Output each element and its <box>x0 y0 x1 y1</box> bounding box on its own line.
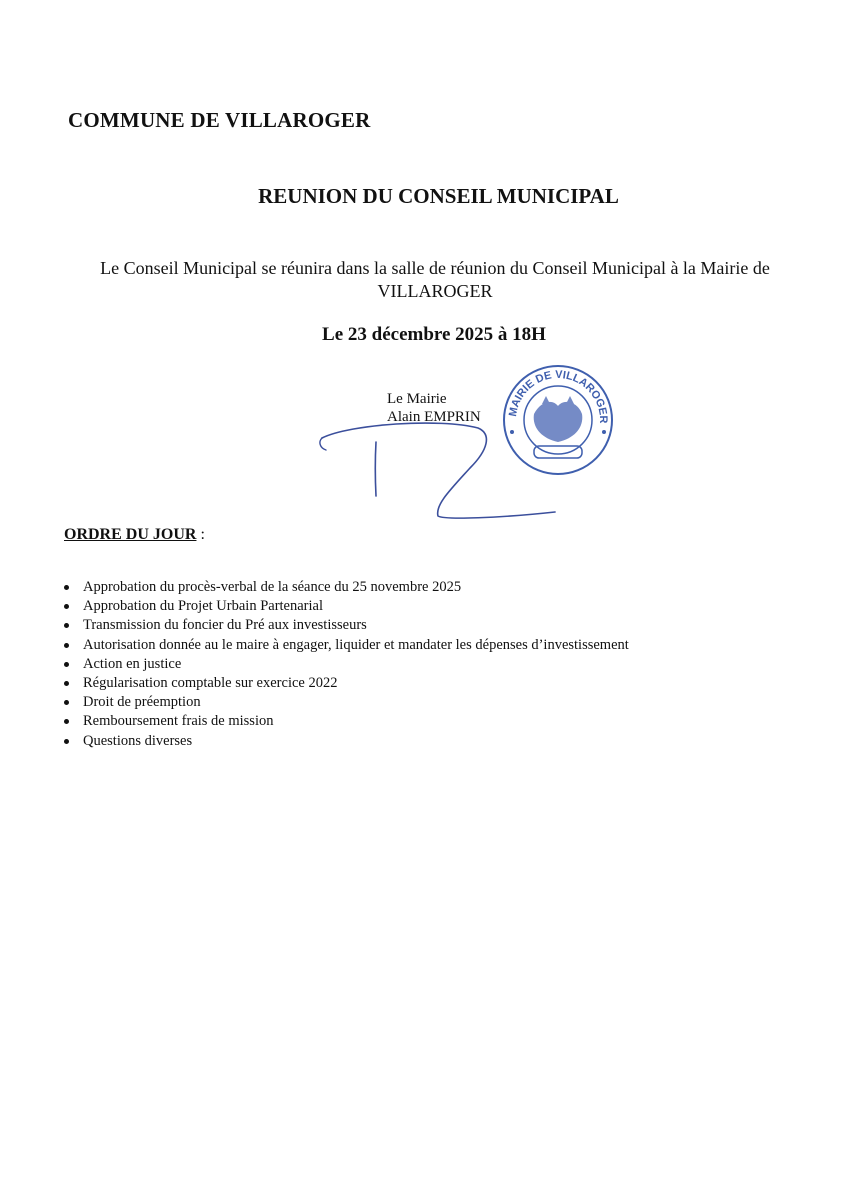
agenda-item-text: Remboursement frais de mission <box>83 713 274 730</box>
intro-line-2: VILLAROGER <box>377 281 493 301</box>
bullet-icon <box>64 681 69 686</box>
agenda-item <box>64 693 629 712</box>
agenda-item-text: Régularisation comptable sur exercice 2022 <box>83 675 338 692</box>
agenda-item <box>64 674 629 693</box>
agenda-item <box>64 578 629 597</box>
agenda-item <box>64 712 629 731</box>
meeting-title: REUNION DU CONSEIL MUNICIPAL <box>258 184 619 208</box>
bullet-icon <box>64 662 69 667</box>
agenda-item <box>64 732 629 751</box>
stamp-emblem <box>534 396 583 442</box>
agenda-item-text: Droit de préemption <box>83 694 201 711</box>
intro-line-1: Le Conseil Municipal se réunira dans la salle de réunion du Conseil Municipal à la Mairie de <box>100 258 770 278</box>
bullet-icon <box>64 700 69 705</box>
stamp-text: MAIRIE DE VILLAROGER <box>507 368 610 424</box>
bullet-icon <box>64 623 69 628</box>
agenda-title-suffix: : <box>196 526 205 543</box>
meeting-date: Le 23 décembre 2025 à 18H <box>322 324 546 345</box>
stamp-star-right <box>602 430 606 434</box>
agenda-item-text: Questions diverses <box>83 732 193 749</box>
bullet-icon <box>64 643 69 648</box>
signature-stroke-tick <box>320 438 326 450</box>
stamp-star-left <box>510 430 514 434</box>
agenda-item <box>64 597 629 616</box>
signatory-role: Le Mairie <box>387 391 447 407</box>
bullet-icon <box>64 739 69 744</box>
signatory-name: Alain EMPRIN <box>387 409 481 425</box>
commune-heading: COMMUNE DE VILLAROGER <box>68 108 371 132</box>
agenda-item-text: Approbation du Projet Urbain Partenarial <box>83 598 323 615</box>
agenda-list <box>64 578 629 751</box>
mairie-stamp <box>500 362 616 478</box>
intro-paragraph <box>40 257 830 303</box>
agenda-item <box>64 655 629 674</box>
agenda-item-text: Autorisation donnée au le maire à engager, liquider et mandater les dépenses d’investissement <box>83 636 629 653</box>
bullet-icon <box>64 719 69 724</box>
agenda-item <box>64 616 629 635</box>
signature-stroke-vertical <box>375 442 376 496</box>
agenda-item-text: Transmission du foncier du Pré aux investisseurs <box>83 617 367 634</box>
agenda-title-label: ORDRE DU JOUR <box>64 526 197 543</box>
bullet-icon <box>64 604 69 609</box>
agenda-item-text: Action en justice <box>83 655 182 672</box>
stamp-banner <box>534 446 582 458</box>
agenda-item <box>64 636 629 655</box>
bullet-icon <box>64 585 69 590</box>
agenda-item-text: Approbation du procès-verbal de la séance du 25 novembre 2025 <box>83 579 462 595</box>
agenda-title <box>64 526 205 544</box>
